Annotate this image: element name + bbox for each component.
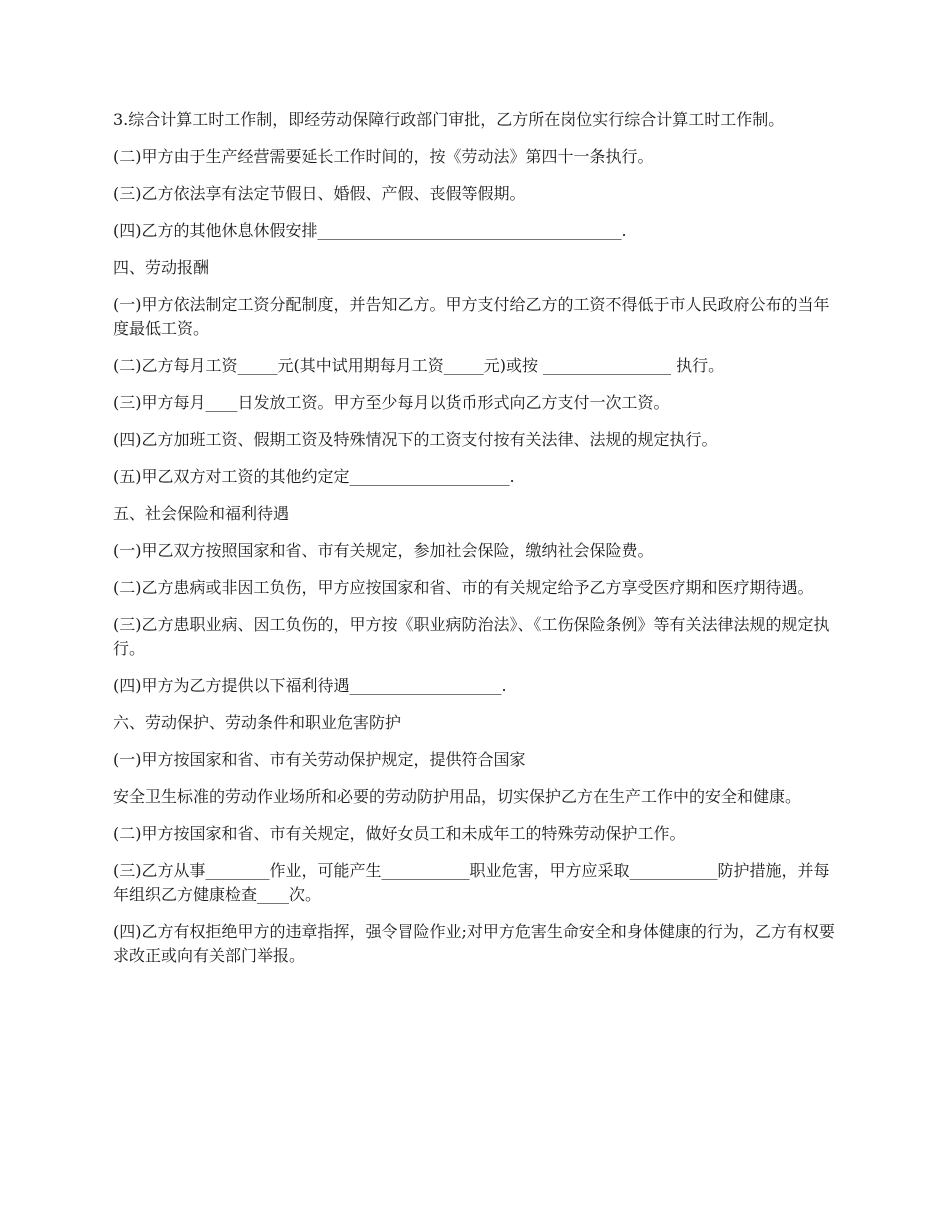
paragraph: (一)甲乙双方按照国家和省、市有关规定，参加社会保险，缴纳社会保险费。 (113, 541, 654, 560)
paragraph: (三)甲方每月____日发放工资。甲方至少每月以货币形式向乙方支付一次工资。 (113, 393, 670, 412)
paragraph: (四)甲方为乙方提供以下福利待遇___________________. (113, 676, 507, 695)
section-heading: 五、社会保险和福利待遇 (113, 504, 290, 523)
section-heading: 四、劳动报酬 (113, 258, 210, 277)
document-body (113, 108, 843, 968)
paragraph: 3.综合计算工时工作制，即经劳动保障行政部门审批，乙方所在岗位实行综合计算工时工作制。 (113, 110, 785, 129)
paragraph: (一)甲方按国家和省、市有关劳动保护规定，提供符合国家 (113, 750, 526, 769)
paragraph: (四)乙方加班工资、假期工资及特殊情况下的工资支付按有关法律、法规的规定执行。 (113, 430, 718, 449)
paragraph: (三)乙方患职业病、因工负伤的，甲方按《职业病防治法》、《工伤保险条例》等有关法律法规的规定执行。 (113, 615, 830, 658)
paragraph: (三)乙方从事________作业，可能产生___________职业危害，甲方应采取___________防护措施，并每年组织乙方健康检查____次。 (113, 861, 830, 904)
paragraph: (四)乙方有权拒绝甲方的违章指挥，强令冒险作业;对甲方危害生命安全和身体健康的行为，乙方有权要求改正或向有关部门举报。 (113, 922, 835, 965)
paragraph: (四)乙方的其他休息休假安排______________________________________. (113, 221, 627, 240)
paragraph: (二)乙方患病或非因工负伤，甲方应按国家和省、市的有关规定给予乙方享受医疗期和医疗期待遇。 (113, 578, 814, 597)
paragraph: (二)甲方由于生产经营需要延长工作时间的，按《劳动法》第四十一条执行。 (113, 147, 654, 166)
paragraph: 安全卫生标准的劳动作业场所和必要的劳动防护用品，切实保护乙方在生产工作中的安全和健康。 (113, 787, 802, 806)
paragraph: (一)甲方依法制定工资分配制度，并告知乙方。甲方支付给乙方的工资不得低于市人民政府公布的当年度最低工资。 (113, 295, 830, 338)
paragraph: (二)甲方按国家和省、市有关规定，做好女员工和未成年工的特殊劳动保护工作。 (113, 824, 686, 843)
paragraph: (五)甲乙双方对工资的其他约定定____________________. (113, 467, 515, 486)
section-heading: 六、劳动保护、劳动条件和职业危害防护 (113, 713, 402, 732)
paragraph: (二)乙方每月工资_____元(其中试用期每月工资_____元)或按 ________________ 执行。 (113, 356, 725, 375)
paragraph: (三)乙方依法享有法定节假日、婚假、产假、丧假等假期。 (113, 184, 526, 203)
